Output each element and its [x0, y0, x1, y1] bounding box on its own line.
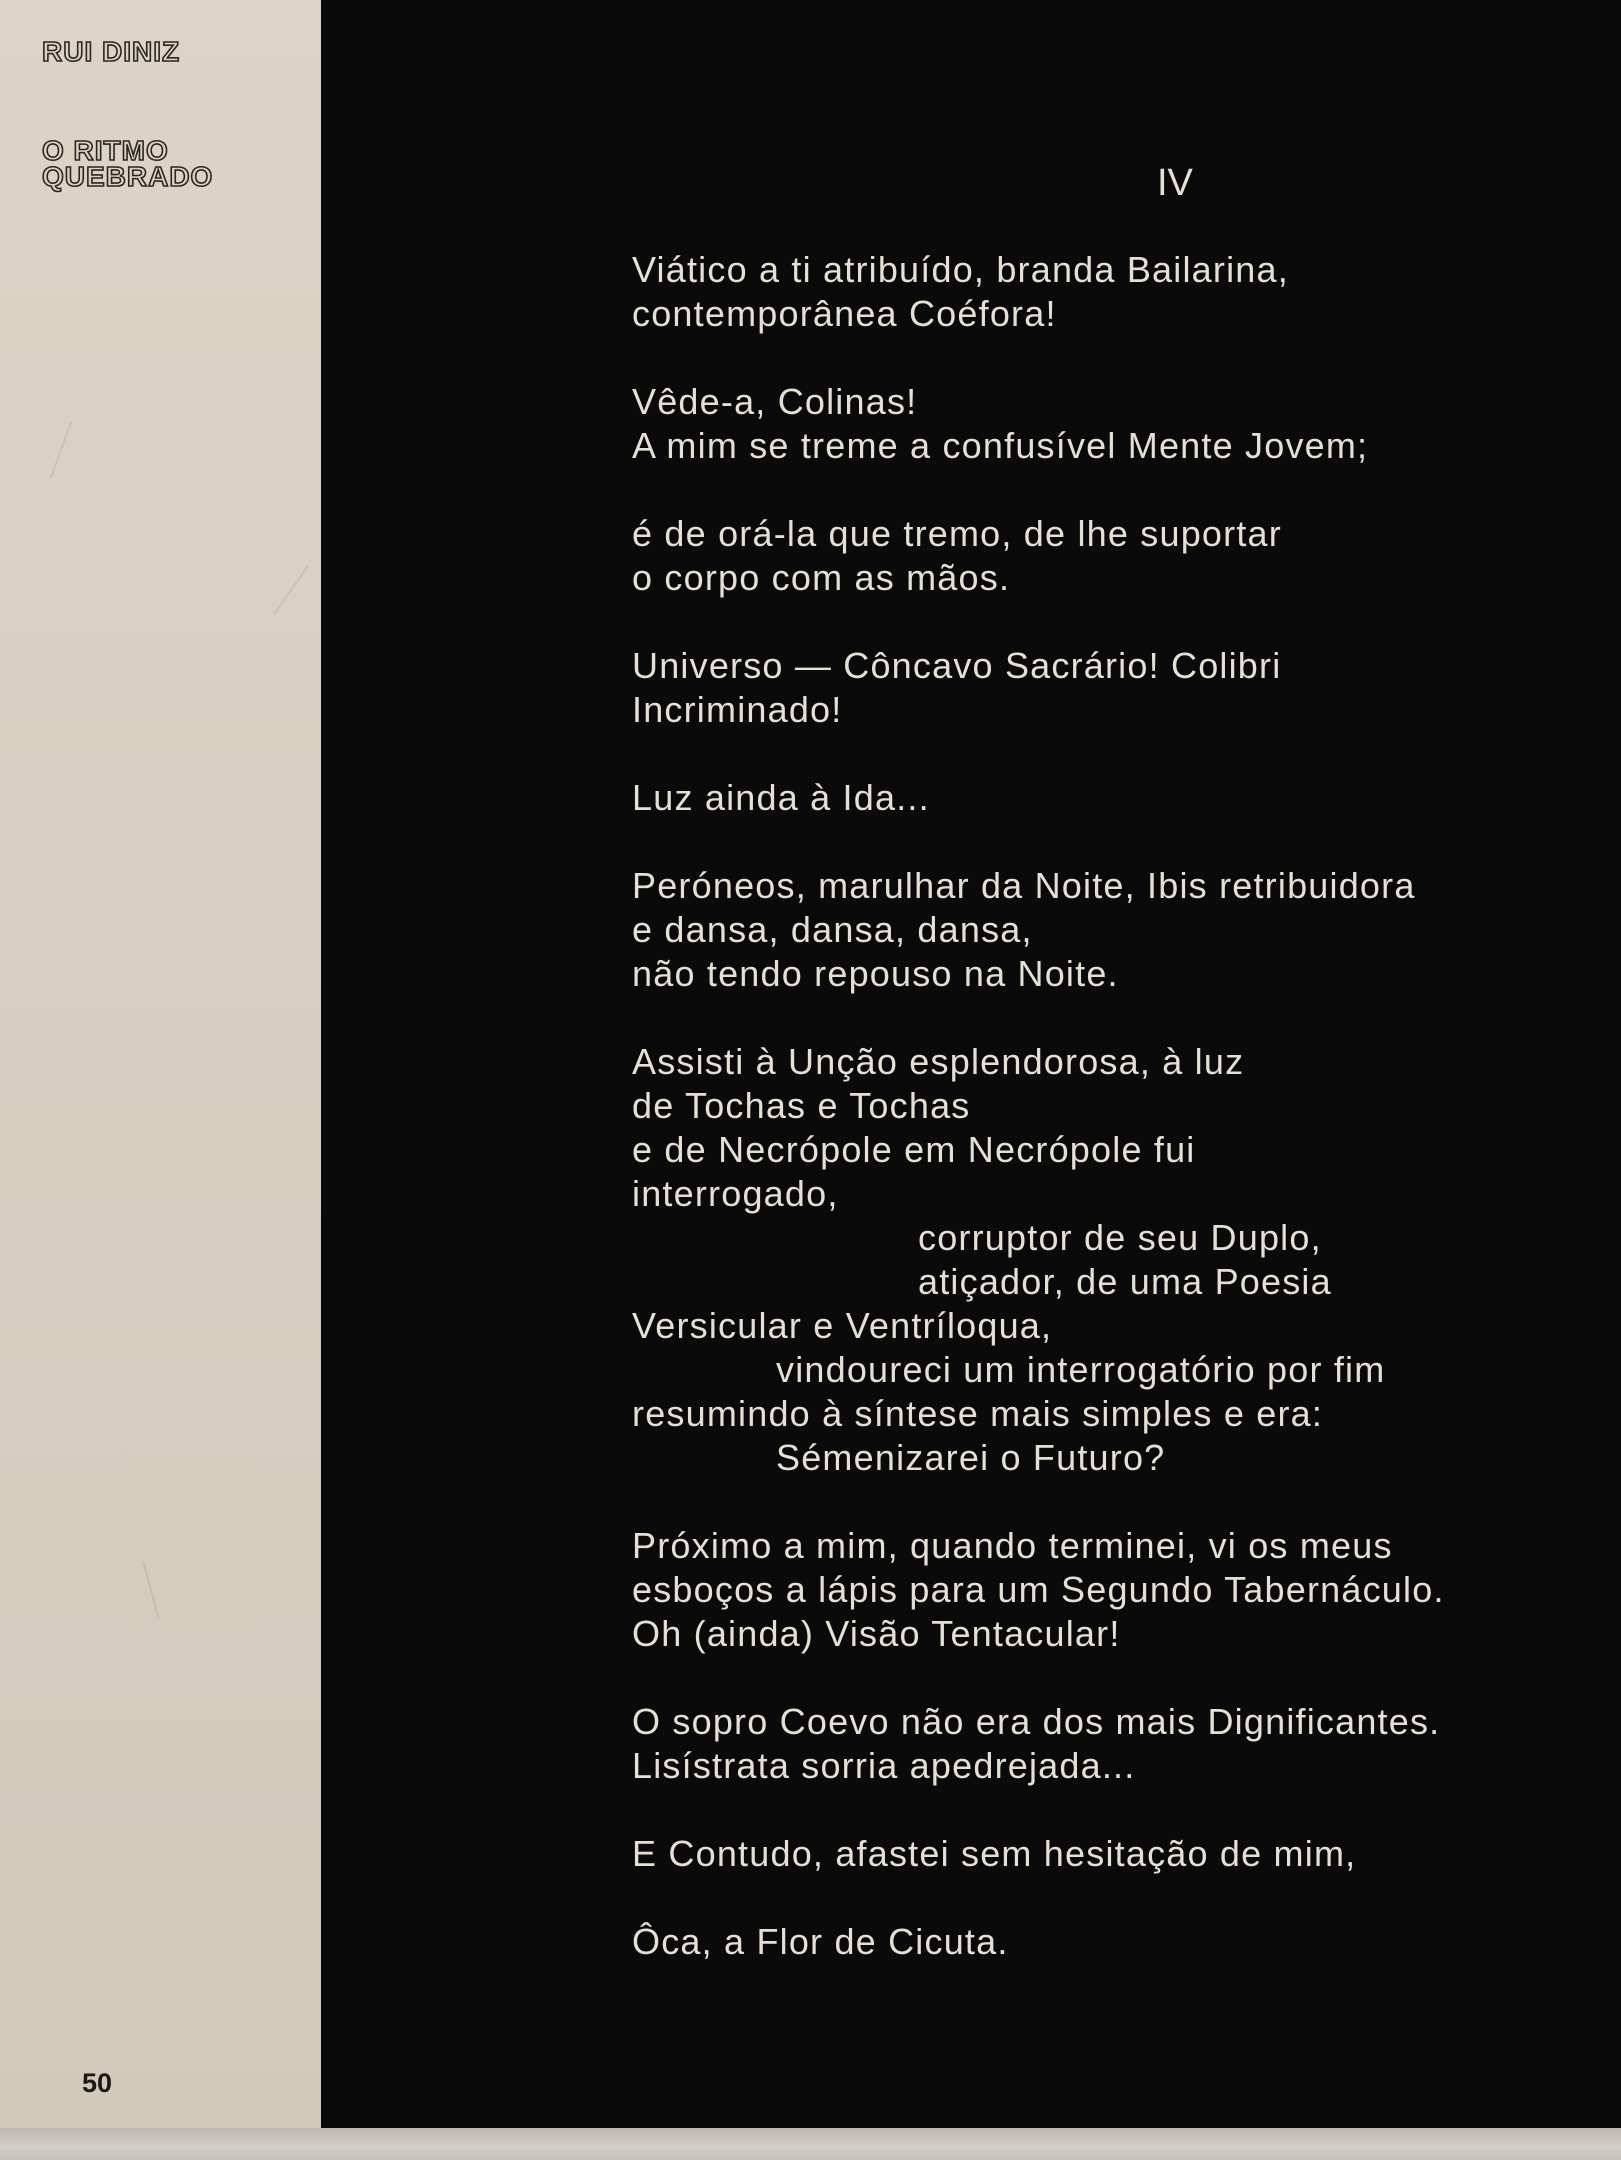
running-head-title-line2: QUEBRADO — [42, 161, 214, 192]
poem-line: Oh (ainda) Visão Tentacular! — [632, 1613, 1121, 1654]
paper-speck — [273, 565, 309, 615]
poem-line: Versicular e Ventríloqua, — [632, 1305, 1053, 1346]
poem-line: Luz ainda à Ida... — [632, 777, 930, 818]
running-head-title-line1: O RITMO — [42, 135, 169, 166]
poem-line-indented: corruptor de seu Duplo, — [918, 1217, 1322, 1258]
poem-line: Peróneos, marulhar da Noite, Ibis retribuidora — [632, 865, 1416, 906]
poem-line: Ôca, a Flor de Cicuta. — [632, 1921, 1009, 1962]
poem-line: Viático a ti atribuído, branda Bailarina, — [632, 249, 1289, 290]
poem-line: Incriminado! — [632, 689, 843, 730]
poem-line-indented: atiçador, de uma Poesia — [918, 1261, 1332, 1302]
poem-line: não tendo repouso na Noite. — [632, 953, 1119, 994]
poem-line: interrogado, — [632, 1173, 839, 1214]
poem-line: é de orá-la que tremo, de lhe suportar — [632, 513, 1282, 554]
poem-line-indented: vindoureci um interrogatório por fim — [776, 1349, 1386, 1390]
poem-line: Próximo a mim, quando terminei, vi os meus — [632, 1525, 1393, 1566]
poem-line: esboços a lápis para um Segundo Tabernáculo. — [632, 1569, 1445, 1610]
poem-line: Vêde-a, Colinas! — [632, 381, 918, 422]
poem-line: resumindo à síntese mais simples e era: — [632, 1393, 1324, 1434]
poem-line-indented: Sémenizarei o Futuro? — [776, 1437, 1166, 1478]
poem-line: de Tochas e Tochas — [632, 1085, 971, 1126]
poem-line: e dansa, dansa, dansa, — [632, 909, 1033, 950]
poem-line: E Contudo, afastei sem hesitação de mim, — [632, 1833, 1357, 1874]
paper-speck — [142, 1561, 159, 1619]
running-head-author: RUI DINIZ — [42, 36, 181, 67]
poem-line: Assisti à Unção esplendorosa, à luz — [632, 1041, 1245, 1082]
poem-line: o corpo com as mãos. — [632, 557, 1011, 598]
poem-line: Universo — Côncavo Sacrário! Colibri — [632, 645, 1282, 686]
running-head-title — [42, 135, 214, 192]
poem-line: O sopro Coevo não era dos mais Dignificantes. — [632, 1701, 1441, 1742]
bottom-paper-edge — [0, 2128, 1621, 2160]
poem-line: Lisístrata sorria apedrejada... — [632, 1745, 1136, 1786]
poem-line: A mim se treme a confusível Mente Jovem; — [632, 425, 1369, 466]
page-number: 50 — [82, 2068, 113, 2098]
poem-line: contemporânea Coéfora! — [632, 293, 1057, 334]
poem-line: e de Necrópole em Necrópole fui — [632, 1129, 1196, 1170]
left-margin-strip — [0, 0, 321, 2128]
section-numeral: IV — [1157, 162, 1193, 204]
paper-speck — [50, 421, 72, 478]
